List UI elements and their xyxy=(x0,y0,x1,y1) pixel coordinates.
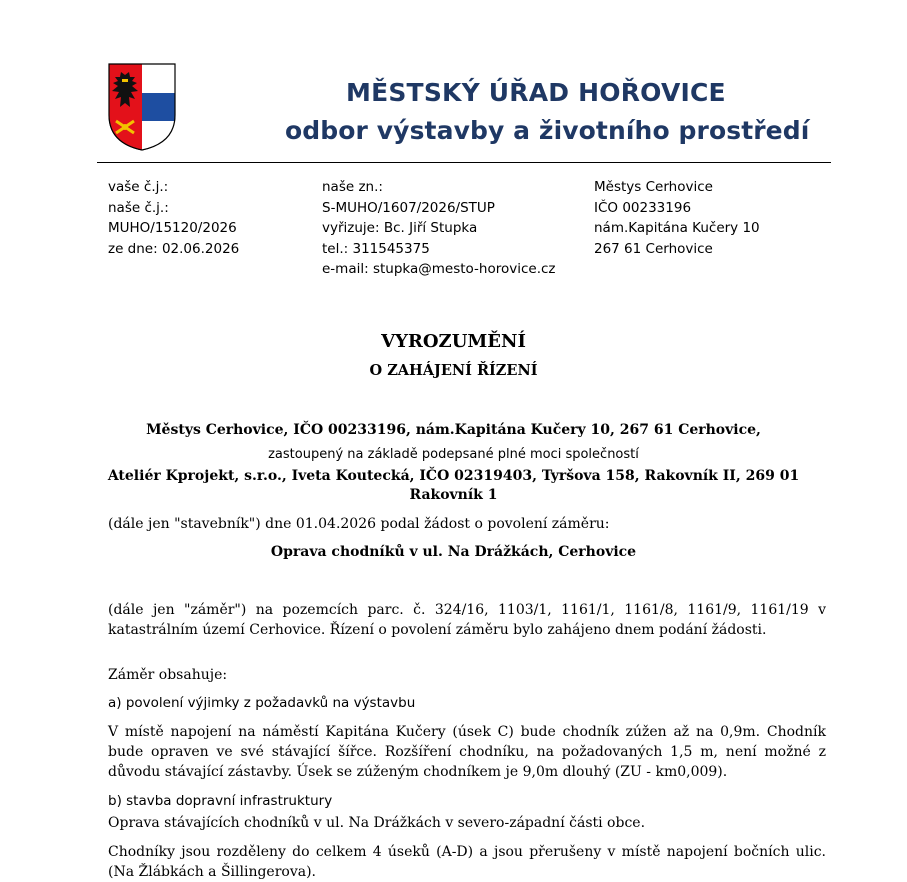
item-a-heading: a) povolení výjimky z požadavků na výstavbu xyxy=(108,695,416,711)
header-divider xyxy=(97,162,831,163)
land-paragraph: (dále jen "záměr") na pozemcích parc. č. 324/16, 1103/1, 1161/1, 1161/8, 1161/9, 1161/19 v katastrálním území Cerhovice. Řízení o povolení záměru bylo zahájeno dnem podání žádosti. xyxy=(108,602,826,638)
recipient-address xyxy=(594,177,760,259)
item-b-paragraph-2: Chodníky jsou rozděleny do celkem 4 úseků (A-D) a jsou přerušeny v místě napojení bočních ulic. (Na Žlábkách a Šillingerova). xyxy=(108,844,826,880)
proxy-note: zastoupený na základě podepsané plné moci společností xyxy=(268,447,639,462)
file-mark-number: S-MUHO/1607/2026/STUP xyxy=(322,199,495,216)
our-ref-label: naše č.j.: xyxy=(108,199,169,216)
our-ref-number: MUHO/15120/2026 xyxy=(108,220,237,236)
office-title: MĚSTSKÝ ÚŘAD HOŘOVICE xyxy=(346,78,726,107)
reference-column-left xyxy=(108,177,239,259)
representative-line-2: Rakovník 1 xyxy=(409,487,498,503)
document-subheading: O ZAHÁJENÍ ŘÍZENÍ xyxy=(369,362,538,379)
applicant: Městys Cerhovice, IČO 00233196, nám.Kapitána Kučery 10, 267 61 Cerhovice, xyxy=(146,422,761,438)
file-mark-label: naše zn.: xyxy=(322,179,383,195)
recipient-street: nám.Kapitána Kučery 10 xyxy=(594,220,760,236)
your-ref-label: vaše č.j.: xyxy=(108,179,169,195)
department-title: odbor výstavby a životního prostředí xyxy=(285,116,810,145)
item-a-paragraph: V místě napojení na náměstí Kapitána Kučery (úsek C) bude chodník zúžen až na 0,9m. Chodník bude opraven ve své stávající šířce. Rozšíření chodníku, na požadovaných 1,5 m, není možné z důvodu stávající zástavby. Úsek se zúženým chodníkem je 9,0m dlouhý (ZU - km0,009). xyxy=(108,724,826,780)
project-name: Oprava chodníků v ul. Na Drážkách, Cerhovice xyxy=(270,544,637,560)
date-line: ze dne: 02.06.2026 xyxy=(108,240,240,257)
phone: tel.: 311545375 xyxy=(322,240,430,257)
reference-column-middle xyxy=(322,177,556,280)
item-b-heading: b) stavba dopravní infrastruktury xyxy=(108,793,333,809)
handled-by: vyřizuje: Bc. Jiří Stupka xyxy=(322,220,478,236)
recipient-city: 267 61 Cerhovice xyxy=(594,240,713,257)
recipient-id: IČO 00233196 xyxy=(594,199,692,216)
intro-paragraph: (dále jen "stavebník") dne 01.04.2026 podal žádost o povolení záměru: xyxy=(108,516,610,532)
recipient-name: Městys Cerhovice xyxy=(594,179,713,195)
document-heading: VYROZUMĚNÍ xyxy=(381,331,526,352)
horovice-coat-of-arms-icon xyxy=(108,63,176,151)
representative-line-1: Ateliér Kprojekt, s.r.o., Iveta Koutecká, IČO 02319403, Tyršova 158, Rakovník II, 269 01 xyxy=(107,468,800,484)
contains-label: Záměr obsahuje: xyxy=(108,667,228,683)
item-b-paragraph-1: Oprava stávajících chodníků v ul. Na Drážkách v severo-západní části obce. xyxy=(108,815,646,831)
email: e-mail: stupka@mesto-horovice.cz xyxy=(322,261,556,277)
